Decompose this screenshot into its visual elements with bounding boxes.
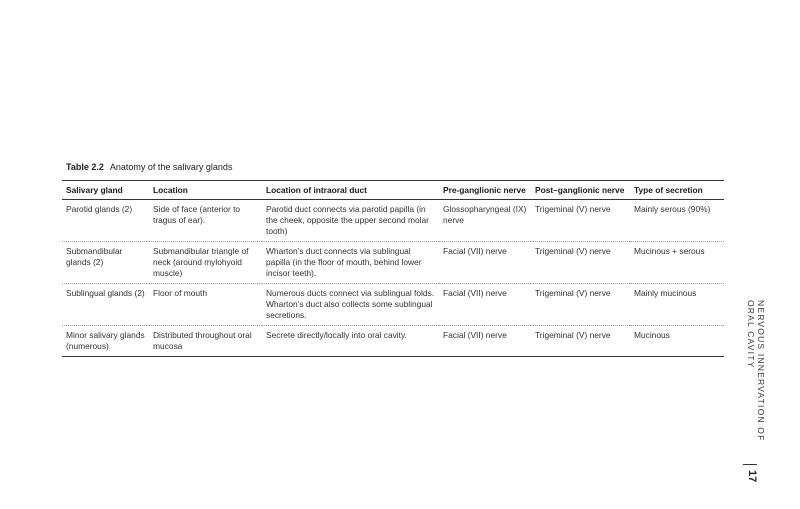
table-row-submandibular xyxy=(62,242,724,284)
header-secretion-type: Type of secretion xyxy=(630,181,724,200)
header-preganglionic-nerve: Pre-ganglionic nerve xyxy=(439,181,531,200)
table-caption xyxy=(66,162,232,172)
cell-postganglionic: Trigeminal (V) nerve xyxy=(531,326,630,357)
page-number: 17 xyxy=(746,470,758,483)
cell-location: Submandibular triangle of neck (around mylohyoid muscle) xyxy=(149,242,262,284)
header-intraoral-duct: Location of intraoral duct xyxy=(262,181,439,200)
cell-location: Floor of mouth xyxy=(149,284,262,326)
cell-postganglionic: Trigeminal (V) nerve xyxy=(531,242,630,284)
cell-location: Side of face (anterior to tragus of ear). xyxy=(149,200,262,242)
cell-gland: Submandibular glands (2) xyxy=(62,242,149,284)
table-row-minor xyxy=(62,326,724,357)
cell-duct: Numerous ducts connect via sublingual folds. Wharton’s duct also collects some sublingual secretions. xyxy=(262,284,439,326)
cell-gland: Sublingual glands (2) xyxy=(62,284,149,326)
cell-secretion: Mucinous xyxy=(630,326,724,357)
table-row-sublingual xyxy=(62,284,724,326)
cell-secretion: Mucinous + serous xyxy=(630,242,724,284)
cell-duct: Wharton’s duct connects via sublingual papilla (in the floor of mouth, behind lower incisor teeth). xyxy=(262,242,439,284)
table-row-parotid xyxy=(62,200,724,242)
cell-secretion: Mainly serous (90%) xyxy=(630,200,724,242)
running-title-divider xyxy=(743,464,757,465)
table-header-row xyxy=(62,181,724,200)
cell-duct: Secrete directly/locally into oral cavity. xyxy=(262,326,439,357)
header-postganglionic-nerve: Post–ganglionic nerve xyxy=(531,181,630,200)
header-location: Location xyxy=(149,181,262,200)
cell-preganglionic: Glossopharyngeal (IX) nerve xyxy=(439,200,531,242)
table-number: Table 2.2 xyxy=(66,162,104,172)
cell-gland: Parotid glands (2) xyxy=(62,200,149,242)
table-caption-text: Anatomy of the salivary glands xyxy=(109,162,233,172)
running-title: NERVOUS INNERVATION OF ORAL CAVITY xyxy=(746,300,766,442)
cell-preganglionic: Facial (VII) nerve xyxy=(439,326,531,357)
cell-preganglionic: Facial (VII) nerve xyxy=(439,242,531,284)
cell-postganglionic: Trigeminal (V) nerve xyxy=(531,284,630,326)
header-salivary-gland: Salivary gland xyxy=(62,181,149,200)
cell-location: Distributed throughout oral mucosa xyxy=(149,326,262,357)
cell-secretion: Mainly mucinous xyxy=(630,284,724,326)
cell-postganglionic: Trigeminal (V) nerve xyxy=(531,200,630,242)
salivary-glands-table xyxy=(62,180,724,357)
cell-duct: Parotid duct connects via parotid papilla (in the cheek, opposite the upper second molar tooth) xyxy=(262,200,439,242)
cell-gland: Minor salivary glands (numerous) xyxy=(62,326,149,357)
cell-preganglionic: Facial (VII) nerve xyxy=(439,284,531,326)
